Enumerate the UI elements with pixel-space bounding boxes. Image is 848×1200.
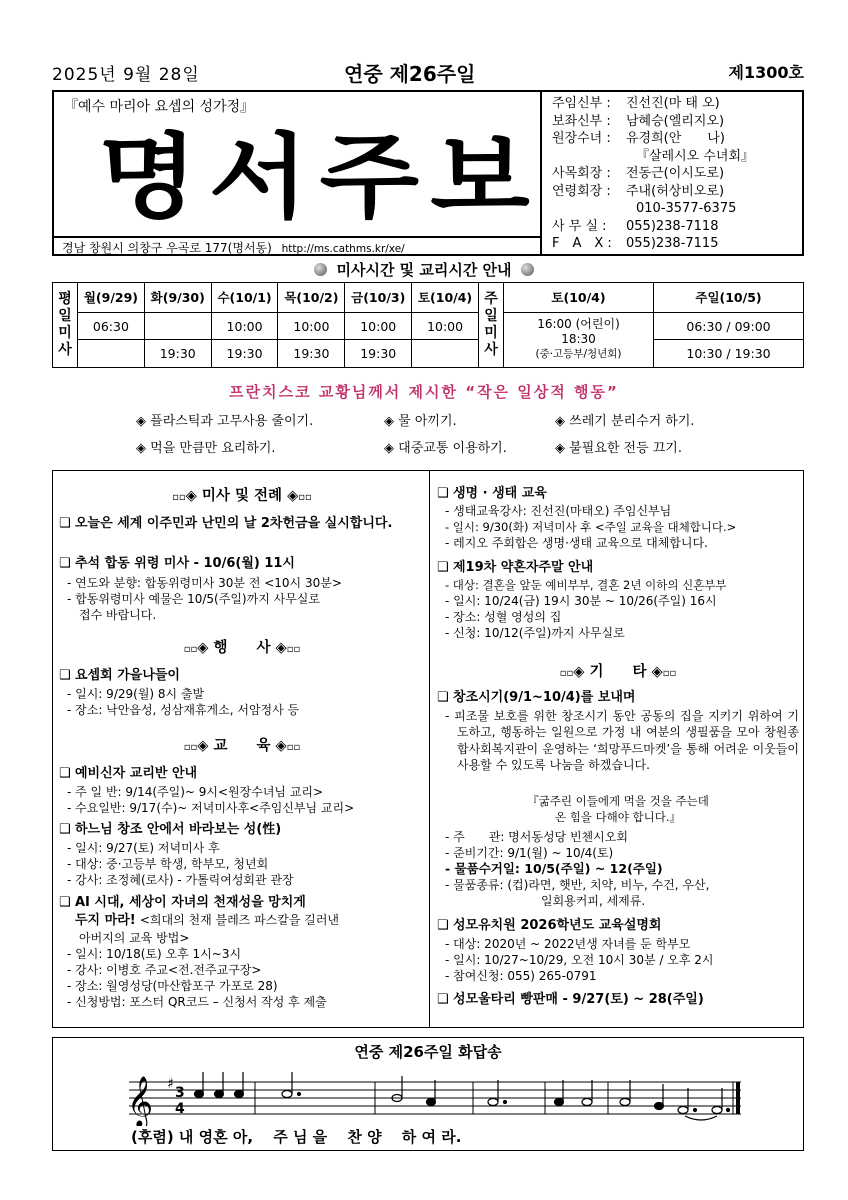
notice-line: - 대상: 2020년 ~ 2022년생 자녀를 둔 학부모 (445, 937, 691, 951)
column-divider (429, 471, 430, 1027)
notice-line: - 신청방법: 포스터 QR코드 – 신청서 작성 후 제출 (67, 995, 327, 1009)
notice-line: 접수 바랍니다. (79, 608, 157, 622)
notice-subheading: 두지 마라! <희대의 천재 블레즈 파스칼을 길러낸 (75, 913, 340, 928)
notice-line: - 장소: 월영성당(마산합포구 가포로 28) (67, 979, 278, 993)
mass-schedule-banner (0, 259, 848, 280)
notice-line: - 강사: 조정혜(로사) - 가톨릭여성회관 관장 (67, 873, 294, 887)
mass-time: 06:30 (78, 312, 145, 340)
staff-value: 055)238-7118 (626, 218, 719, 234)
staff-value: 남혜승(엘리지오) (626, 113, 725, 129)
mass-time: 19:30 (345, 340, 412, 368)
notice-line: - 일시: 9/29(월) 8시 출발 (67, 687, 205, 701)
weekday-mass-label: 평 일 미 사 (53, 283, 78, 368)
day-header: 토(10/4) (412, 283, 479, 313)
mass-banner-title: 미사시간 및 교리시간 안내 (336, 261, 512, 279)
diamond-icon: ◈ (136, 414, 151, 429)
pope-item: ◈ 불필요한 전등 끄기. (555, 441, 683, 456)
staff-value: 『살레시오 수녀회』 (636, 148, 755, 164)
issue-number: 제1300호 (728, 63, 804, 82)
pope-item: ◈ 대중교통 이용하기. (384, 441, 507, 456)
notice-line: - 수요일반: 9/17(수)~ 저녁미사후<주임신부님 교리> (67, 801, 355, 815)
day-header: 월(9/29) (78, 283, 145, 313)
bullet-dot-icon (314, 263, 327, 276)
address-bar (54, 236, 542, 256)
section-header-etc: ▫▫◈ 기 타 ◈▫▫ (559, 664, 677, 680)
mass-time: 10:00 (211, 312, 278, 340)
notice-line: - 주 일 반: 9/14(주일)~ 9시<원장수녀님 교리> (67, 785, 324, 799)
diamond-icon: ◈ (136, 441, 151, 456)
staff-label: 사 무 실 : (552, 218, 607, 234)
svg-text:3: 3 (175, 1085, 185, 1101)
notice-line: - 대상: 결혼을 앞둔 예비부부, 결혼 2년 이하의 신혼부부 (445, 578, 727, 592)
motto: 『예수 마리아 요셉의 성가정』 (64, 99, 255, 115)
psalm-response-box (52, 1037, 804, 1151)
day-header: 화(9/30) (144, 283, 211, 313)
masthead-title: 명서주보 (98, 123, 541, 231)
top-line (52, 58, 804, 88)
mass-time: 10:00 (345, 312, 412, 340)
news-content-box (52, 470, 804, 1028)
staff-list (544, 92, 804, 256)
notice-line: - 장소: 낙안읍성, 성삼재휴게소, 서암정사 등 (67, 703, 300, 717)
notice-line: 아버지의 교육 방법> (79, 931, 190, 945)
notice-line: - 신청: 10/12(주일)까지 사무실로 (445, 626, 625, 640)
notice-line: - 물품수거일: 10/5(주일) ~ 12(주일) (445, 861, 663, 876)
section-header-liturgy: ▫▫◈ 미사 및 전례 ◈▫▫ (172, 488, 312, 504)
quote: 『굶주린 이들에게 먹을 것을 주는데 온 힘을 다해야 합니다.』 (527, 794, 709, 824)
notice-line: - 레지오 주회합은 생명·생태 교육으로 대체합니다. (445, 536, 708, 550)
notice-line: - 일시: 10/27~10/29, 오전 10시 30분 / 오후 2시 (445, 953, 714, 967)
notice-line: - 장소: 성혈 영성의 집 (445, 610, 562, 624)
staff-row (552, 235, 796, 253)
mass-schedule-table (52, 282, 804, 368)
website-link[interactable]: http://ms.cathms.kr/xe/ (281, 243, 405, 255)
diamond-icon: ◈ (555, 414, 570, 429)
notice-paragraph: - 피조물 보호를 위한 창조시기 동안 공동의 집을 지키기 위하여 기도하고, 행동하는 일원으로 가정 내 여분의 생필품을 모아 창원종합사회복지관이 운영하는 ‘희망푸드마켓’을 통해 어려운 이웃들이 사용할 수 있도록 나눔을 하겠습니다. (445, 709, 799, 773)
staff-row (552, 130, 796, 148)
staff-value: 전동근(이시도로) (626, 166, 725, 181)
pope-actions-title: 프란치스코 교황님께서 제시한 “작은 일상적 행동” (229, 383, 619, 401)
address: 경남 창원시 의창구 우곡로 177(명서동) (62, 241, 272, 255)
staff-label (552, 148, 626, 166)
notice-heading: ❑ 요셉회 가을나들이 (59, 667, 425, 684)
pope-item: ◈ 먹을 만큼만 요리하기. (136, 441, 276, 456)
notice-heading: ❑ 성모울타리 빵판매 - 9/27(토) ~ 28(주일) (437, 991, 799, 1008)
mass-time: 19:30 (144, 340, 211, 368)
staff-row (552, 183, 796, 201)
day-header: 금(10/3) (345, 283, 412, 313)
psalm-title: 연중 제26주일 화답송 (354, 1043, 502, 1061)
staff-label: F A X : (552, 236, 612, 251)
notice-heading: ❑ 하느님 창조 안에서 바라보는 성(性) (59, 821, 425, 838)
notice-heading: ❑ 창조시기(9/1~10/4)를 보내며 (437, 689, 799, 706)
notice-line: 일회용커피, 세제류. (541, 894, 646, 908)
day-header: 수(10/1) (211, 283, 278, 313)
staff-value: 010-3577-6375 (636, 201, 737, 216)
svg-text:𝄞: 𝄞 (127, 1076, 154, 1126)
music-staff (113, 1068, 753, 1126)
notice-heading: ❑ AI 시대, 세상이 자녀의 천재성을 망치게 (59, 894, 425, 911)
saturday-times (504, 312, 654, 367)
notice-line: - 준비기간: 9/1(월) ~ 10/4(토) (445, 846, 614, 860)
sunday-header: 주일(10/5) (654, 283, 804, 313)
issue-date: 2025년 9월 28일 (52, 65, 200, 85)
notice-heading: ❑ 성모유치원 2026학년도 교육설명회 (437, 917, 799, 934)
notice-line: - 생태교육강사: 진선진(마태오) 주임신부님 (445, 504, 672, 518)
staff-value: 주내(허상비오로) (626, 183, 725, 199)
staff-row (552, 95, 796, 113)
notice-line: - 연도와 분향: 합동위령미사 30분 전 <10시 30분> (67, 576, 342, 590)
staff-row (552, 113, 796, 131)
sun-times-1: 06:30 / 09:00 (654, 312, 804, 340)
staff-label: 사목회장 : (552, 166, 611, 181)
sun-times-2: 10:30 / 19:30 (654, 340, 804, 368)
mass-time (412, 340, 479, 368)
notice-heading: ❑ 제19차 약혼자주말 안내 (437, 559, 799, 576)
bullet-dot-icon (521, 263, 534, 276)
sat-time-3: (중·고등부/청년회) (535, 348, 622, 361)
staff-value: 055)238-7115 (626, 236, 719, 251)
mass-time: 19:30 (211, 340, 278, 368)
notice-heading: ❑ 생명 · 생태 교육 (437, 485, 799, 502)
pope-item: ◈ 쓰레기 분리수거 하기. (555, 414, 695, 429)
pope-item: ◈ 물 아끼기. (384, 414, 457, 429)
liturgical-day: 연중 제26주일 (344, 62, 476, 86)
staff-row (552, 218, 796, 236)
notice-line: - 참여신청: 055) 265-0791 (445, 969, 597, 983)
staff-label: 주임신부 : (552, 96, 611, 111)
sunday-mass-label: 주 일 미 사 (479, 283, 504, 368)
notice-heading: ❑ 오늘은 세계 이주민과 난민의 날 2차헌금을 실시합니다. (59, 515, 425, 532)
notice-line: - 일시: 9/30(화) 저녁미사 후 <주일 교육을 대체합니다.> (445, 520, 737, 534)
masthead-box (52, 90, 804, 256)
diamond-icon: ◈ (384, 414, 399, 429)
day-header: 목(10/2) (278, 283, 345, 313)
logo-area (54, 92, 542, 238)
notice-line: - 일시: 10/18(토) 오후 1시~3시 (67, 947, 242, 961)
notice-line: - 주 관: 명서동성당 빈첸시오회 (445, 830, 628, 844)
staff-label: 보좌신부 : (552, 113, 611, 129)
notice-line: - 일시: 9/27(토) 저녁미사 후 (67, 841, 220, 855)
notice-line: - 대상: 중·고등부 학생, 학부모, 청년회 (67, 857, 269, 871)
staff-value: 유경희(안 나) (626, 131, 725, 146)
saturday-header: 토(10/4) (504, 283, 654, 313)
mass-time (144, 312, 211, 340)
psalm-lyrics: (후렴) 내 영혼 아, 주 님 을 찬 양 하 여 라. (131, 1128, 462, 1146)
notice-heading: ❑ 예비신자 교리반 안내 (59, 765, 425, 782)
pope-item: ◈ 플라스틱과 고무사용 줄이기. (136, 414, 314, 429)
notice-line: - 물품종류: (컵)라면, 햇반, 치약, 비누, 수건, 우산, (445, 878, 710, 892)
diamond-icon: ◈ (555, 441, 570, 456)
right-column (437, 471, 799, 1027)
section-header-events: ▫▫◈ 행 사 ◈▫▫ (183, 640, 301, 656)
mass-time: 19:30 (278, 340, 345, 368)
notice-heading: ❑ 추석 합동 위령 미사 - 10/6(월) 11시 (59, 555, 425, 572)
svg-text:4: 4 (175, 1101, 185, 1117)
section-header-education: ▫▫◈ 교 육 ◈▫▫ (183, 738, 301, 754)
staff-value: 진선진(마 태 오) (626, 96, 720, 111)
svg-text:♯: ♯ (167, 1076, 174, 1092)
notice-line: - 강사: 이병호 주교<전.전주교구장> (67, 963, 262, 977)
staff-row (552, 148, 796, 166)
staff-row (552, 165, 796, 183)
notice-line: - 합동위령미사 예물은 10/5(주일)까지 사무실로 (67, 592, 320, 606)
diamond-icon: ◈ (384, 441, 399, 456)
staff-label (552, 200, 626, 218)
staff-label: 원장수녀 : (552, 131, 611, 146)
sat-time-2: 18:30 (561, 332, 596, 347)
left-column (59, 471, 425, 1027)
staff-label: 연령회장 : (552, 183, 611, 199)
sat-time-1: 16:00 (어린이) (537, 317, 620, 332)
notice-line: - 일시: 10/24(금) 19시 30분 ~ 10/26(주일) 16시 (445, 594, 717, 608)
mass-time (78, 340, 145, 368)
staff-row (552, 200, 796, 218)
mass-time: 10:00 (278, 312, 345, 340)
mass-time: 10:00 (412, 312, 479, 340)
